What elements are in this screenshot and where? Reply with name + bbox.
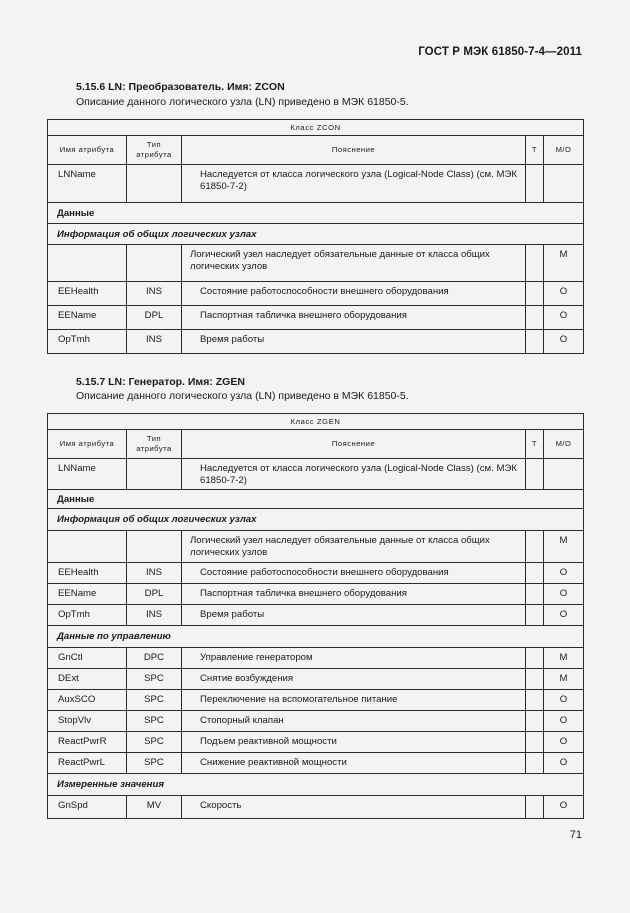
attribute-type: INS [127, 282, 182, 306]
attribute-type: INS [127, 330, 182, 354]
attribute-type: DPL [127, 584, 182, 605]
table-row [48, 563, 584, 584]
header-attribute-name: Имя атрибута [48, 136, 127, 165]
attribute-name: OpTmh [48, 330, 127, 354]
attribute-name: EEName [48, 584, 127, 605]
table-row [48, 753, 584, 774]
attribute-mo: О [544, 690, 584, 711]
table-row [48, 282, 584, 306]
group-heading: Информация об общих логических узлах [48, 224, 584, 245]
attribute-t [526, 165, 544, 203]
header-explanation: Пояснение [182, 136, 526, 165]
attribute-t [526, 282, 544, 306]
attribute-description: Наследуется от класса логического узла (Logical-Node Class) (см. МЭК 61850-7-2) [182, 165, 526, 203]
zgen-table [47, 413, 584, 819]
table-row [48, 165, 584, 203]
header-attribute-name: Имя атрибута [48, 430, 127, 459]
attribute-type: MV [127, 796, 182, 819]
attribute-type: SPC [127, 690, 182, 711]
attribute-mo: О [544, 711, 584, 732]
attribute-mo: О [544, 605, 584, 626]
zcon-table [47, 119, 584, 354]
attribute-type: DPL [127, 306, 182, 330]
attribute-mo: О [544, 330, 584, 354]
attribute-description: Снижение реактивной мощности [182, 753, 526, 774]
attribute-mo: О [544, 753, 584, 774]
attribute-t [526, 306, 544, 330]
section-title: 5.15.6 LN: Преобразователь. Имя: ZCON [76, 81, 285, 93]
table-row [48, 690, 584, 711]
header-attribute-type: Тип атрибута [127, 430, 182, 459]
attribute-mo: О [544, 306, 584, 330]
attribute-name: GnCtl [48, 648, 127, 669]
attribute-type [127, 165, 182, 203]
attribute-name: EEHealth [48, 563, 127, 584]
group-heading: Информация об общих логических узлах [48, 509, 584, 531]
table-row [48, 584, 584, 605]
attribute-type: INS [127, 563, 182, 584]
standard-header: ГОСТ Р МЭК 61850-7-4—2011 [418, 46, 582, 58]
attribute-name: EEHealth [48, 282, 127, 306]
attribute-name: DExt [48, 669, 127, 690]
table-row [48, 732, 584, 753]
attribute-name: ReactPwrL [48, 753, 127, 774]
attribute-type: SPC [127, 753, 182, 774]
attribute-description: Стопорный клапан [182, 711, 526, 732]
header-t: Т [526, 136, 544, 165]
attribute-mo: О [544, 563, 584, 584]
attribute-type: SPC [127, 669, 182, 690]
header-mo: М/О [544, 430, 584, 459]
attribute-type: SPC [127, 711, 182, 732]
attribute-name: LNName [48, 165, 127, 203]
class-label: Класс ZCON [48, 120, 584, 136]
table-row [48, 459, 584, 490]
attribute-name: AuxSCO [48, 690, 127, 711]
attribute-description: Состояние работоспособности внешнего оборудования [182, 563, 526, 584]
attribute-description: Управление генератором [182, 648, 526, 669]
attribute-t [526, 245, 544, 282]
attribute-name [48, 531, 127, 563]
attribute-t [526, 711, 544, 732]
attribute-t [526, 648, 544, 669]
group-heading: Измеренные значения [48, 774, 584, 796]
header-t: Т [526, 430, 544, 459]
attribute-t [526, 459, 544, 490]
table-row [48, 711, 584, 732]
attribute-description: Паспортная табличка внешнего оборудования [182, 584, 526, 605]
attribute-mo: М [544, 245, 584, 282]
table-row [48, 796, 584, 819]
attribute-t [526, 330, 544, 354]
attribute-mo: О [544, 796, 584, 819]
attribute-description: Логический узел наследует обязательные данные от класса общих логических узлов [182, 245, 526, 282]
attribute-name: StopVlv [48, 711, 127, 732]
table-row [48, 669, 584, 690]
attribute-mo: О [544, 282, 584, 306]
attribute-description: Время работы [182, 330, 526, 354]
group-heading: Данные по управлению [48, 626, 584, 648]
attribute-t [526, 584, 544, 605]
attribute-mo: О [544, 584, 584, 605]
attribute-type: DPC [127, 648, 182, 669]
attribute-mo: М [544, 531, 584, 563]
attribute-t [526, 796, 544, 819]
attribute-description: Подъем реактивной мощности [182, 732, 526, 753]
attribute-mo [544, 459, 584, 490]
attribute-mo: М [544, 669, 584, 690]
header-mo: М/О [544, 136, 584, 165]
attribute-type [127, 459, 182, 490]
attribute-name: EEName [48, 306, 127, 330]
attribute-description: Состояние работоспособности внешнего оборудования [182, 282, 526, 306]
attribute-t [526, 690, 544, 711]
attribute-description: Время работы [182, 605, 526, 626]
attribute-t [526, 753, 544, 774]
attribute-t [526, 669, 544, 690]
page-number: 71 [569, 829, 582, 841]
attribute-t [526, 732, 544, 753]
attribute-name: OpTmh [48, 605, 127, 626]
attribute-description: Наследуется от класса логического узла (Logical-Node Class) (см. МЭК 61850-7-2) [182, 459, 526, 490]
table-row [48, 330, 584, 354]
group-heading: Данные [48, 490, 584, 509]
section-description: Описание данного логического узла (LN) приведено в МЭК 61850-5. [76, 390, 409, 402]
header-attribute-type: Тип атрибута [127, 136, 182, 165]
attribute-description: Логический узел наследует обязательные данные от класса общих логических узлов [182, 531, 526, 563]
attribute-description: Скорость [182, 796, 526, 819]
attribute-t [526, 531, 544, 563]
section-title: 5.15.7 LN: Генератор. Имя: ZGEN [76, 376, 245, 388]
table-row [48, 605, 584, 626]
attribute-mo: О [544, 732, 584, 753]
attribute-t [526, 563, 544, 584]
group-heading: Данные [48, 203, 584, 224]
attribute-mo [544, 165, 584, 203]
attribute-type [127, 245, 182, 282]
attribute-name: GnSpd [48, 796, 127, 819]
attribute-type: SPC [127, 732, 182, 753]
attribute-type [127, 531, 182, 563]
attribute-name: ReactPwrR [48, 732, 127, 753]
class-label: Класс ZGEN [48, 414, 584, 430]
table-row [48, 306, 584, 330]
table-row [48, 531, 584, 563]
attribute-mo: М [544, 648, 584, 669]
header-explanation: Пояснение [182, 430, 526, 459]
attribute-type: INS [127, 605, 182, 626]
section-description: Описание данного логического узла (LN) приведено в МЭК 61850-5. [76, 96, 409, 108]
attribute-name [48, 245, 127, 282]
table-row [48, 245, 584, 282]
attribute-description: Переключение на вспомогательное питание [182, 690, 526, 711]
attribute-description: Паспортная табличка внешнего оборудования [182, 306, 526, 330]
attribute-t [526, 605, 544, 626]
attribute-name: LNName [48, 459, 127, 490]
attribute-description: Снятие возбуждения [182, 669, 526, 690]
table-row [48, 648, 584, 669]
